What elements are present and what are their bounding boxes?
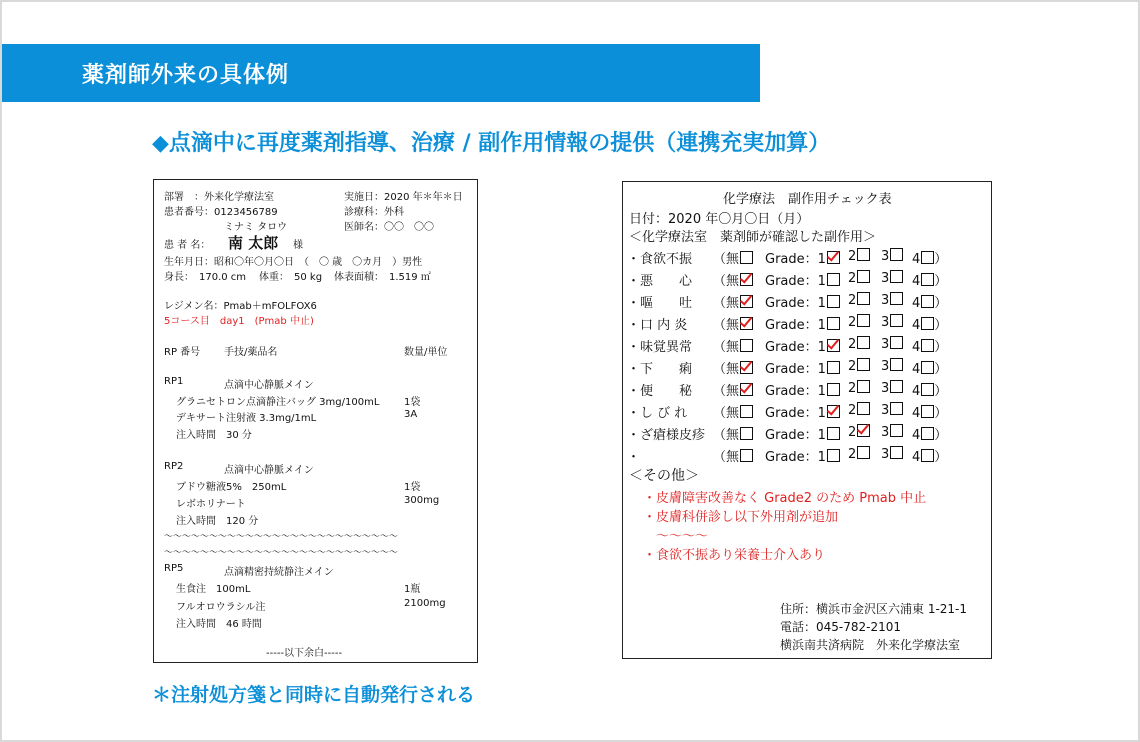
- grade-label: 2: [848, 337, 857, 352]
- grade2-option: [848, 424, 870, 440]
- checkbox: [890, 336, 903, 349]
- grade1-option: [765, 402, 840, 421]
- checked-box: [857, 424, 870, 437]
- checked-box: [740, 383, 753, 396]
- side-effect-name: ・嘔 吐: [627, 296, 693, 311]
- grade-label: 3: [881, 425, 890, 440]
- regimen: レジメン名：Pmab＋mFOLFOX6: [164, 301, 317, 312]
- none-label: （無: [713, 450, 740, 465]
- grade-label: 2: [848, 271, 857, 286]
- grade-label: 3: [881, 337, 890, 352]
- grade-label: 2: [848, 447, 857, 462]
- checkbox: [740, 427, 753, 440]
- grade3-option: [881, 292, 903, 308]
- grade2-option: [848, 358, 870, 374]
- checkbox: [921, 317, 934, 330]
- checkbox: [857, 292, 870, 305]
- grade3-option: [881, 446, 903, 462]
- checkbox: [921, 251, 934, 264]
- checkbox: [827, 361, 840, 374]
- patient-name-label: 患 者 名：: [164, 240, 211, 251]
- rp5-number: RP5: [164, 563, 184, 574]
- side-effect-name: ・味覚異常: [627, 340, 693, 355]
- grade-label: 2: [848, 249, 857, 264]
- grade-label: 3: [881, 403, 890, 418]
- side-effect-name: ・悪 心: [627, 274, 693, 289]
- grade-label: Grade：1: [765, 406, 826, 421]
- end-marker: -----以下余白-----: [266, 648, 343, 659]
- grade4-option: [912, 270, 947, 289]
- grade-label: 2: [848, 293, 857, 308]
- none-label: （無: [713, 340, 740, 355]
- patient-name: 南 太郎: [228, 234, 279, 252]
- grade2-option: [848, 292, 870, 308]
- rp5-qty1: 1瓶: [404, 584, 421, 595]
- none-label: （無: [713, 274, 740, 289]
- grade-label: 3: [881, 249, 890, 264]
- checkbox: [921, 339, 934, 352]
- checkbox: [890, 424, 903, 437]
- checkbox: [890, 402, 903, 415]
- slide-title: 薬剤師外来の具体例: [82, 63, 290, 88]
- rp2-drug2: レボホリナート: [176, 499, 246, 510]
- grade2-option: [848, 248, 870, 264]
- none-label: （無: [713, 428, 740, 443]
- rp2-number: RP2: [164, 461, 184, 472]
- none-option: [713, 380, 753, 399]
- side-effect-name: ・ざ瘡様皮疹: [627, 428, 706, 443]
- grade-label: 4: [912, 318, 921, 333]
- side-effect-name: ・: [627, 450, 641, 465]
- grade-label: 2: [848, 403, 857, 418]
- note-line: ・皮膚科併診し以下外用剤が追加: [643, 510, 839, 525]
- patient-kana: ミナミ タロウ: [224, 222, 288, 233]
- grade-label: Grade：1: [765, 428, 826, 443]
- bsa: 体表面積： 1.519 ㎡: [334, 272, 431, 283]
- grade-label: Grade：1: [765, 274, 826, 289]
- none-label: （無: [713, 318, 740, 333]
- checkbox: [890, 270, 903, 283]
- grade4-option: [912, 314, 947, 333]
- rp5-method: 点滴精密持続静注メイン: [224, 567, 334, 578]
- rp2-qty1: 1袋: [404, 482, 421, 493]
- rp2-qty2: 300mg: [404, 495, 440, 506]
- none-label: （無: [713, 362, 740, 377]
- checked-box: [740, 295, 753, 308]
- note-line: ・食欲不振あり栄養士介入あり: [643, 548, 826, 563]
- checkbox: [740, 339, 753, 352]
- checkbox: [890, 446, 903, 459]
- grade1-option: [765, 314, 840, 333]
- col-rp: RP 番号: [164, 347, 201, 358]
- none-option: [713, 446, 753, 465]
- checkbox: [890, 248, 903, 261]
- close-paren: ）: [934, 252, 948, 267]
- grade-label: 2: [848, 425, 857, 440]
- none-option: [713, 314, 753, 333]
- grade-label: 2: [848, 381, 857, 396]
- grade4-option: [912, 380, 947, 399]
- grade2-option: [848, 336, 870, 352]
- checkbox: [890, 314, 903, 327]
- grade3-option: [881, 336, 903, 352]
- rp5-qty2: 2100mg: [404, 598, 446, 609]
- rp2-time: 注入時間 120 分: [176, 516, 259, 527]
- checkbox: [740, 449, 753, 462]
- grade2-option: [848, 270, 870, 286]
- grade-label: Grade：1: [765, 296, 826, 311]
- checked-box: [827, 339, 840, 352]
- grade-label: Grade：1: [765, 362, 826, 377]
- grade4-option: [912, 358, 947, 377]
- rp1-qty1: 1袋: [404, 397, 421, 408]
- grade3-option: [881, 380, 903, 396]
- checkbox: [921, 361, 934, 374]
- grade3-option: [881, 424, 903, 440]
- checkbox: [827, 427, 840, 440]
- checked-box: [827, 251, 840, 264]
- doctor: 医師名：〇〇 〇〇: [344, 222, 434, 233]
- checkbox: [827, 449, 840, 462]
- dept: 部署 ：外来化学療法室: [164, 192, 274, 203]
- checkbox: [857, 402, 870, 415]
- rp1-drug2: デキサート注射液 3.3mg/1mL: [176, 413, 317, 424]
- none-option: [713, 336, 753, 355]
- exec-date: 実施日：2020 年＊年＊日: [344, 192, 463, 203]
- title-bar: [2, 44, 760, 102]
- rp5-drug2: フルオロウラシル注: [176, 602, 266, 613]
- grade1-option: [765, 446, 840, 465]
- grade-label: Grade：1: [765, 384, 826, 399]
- side-effect-name: ・し び れ: [627, 406, 688, 421]
- none-label: （無: [713, 252, 740, 267]
- rp1-time: 注入時間 30 分: [176, 430, 252, 441]
- weight: 体重： 50 kg: [259, 272, 323, 283]
- checkbox: [921, 449, 934, 462]
- side-effect-check-sheet: [622, 181, 992, 659]
- grade-label: 3: [881, 293, 890, 308]
- rp1-drug1: グラニセトロン点滴静注バッグ 3mg/100mL: [176, 397, 380, 408]
- check-title: 化学療法 副作用チェック表: [723, 192, 892, 207]
- close-paren: ）: [934, 450, 948, 465]
- none-label: （無: [713, 296, 740, 311]
- rp5-time: 注入時間 46 時間: [176, 619, 262, 630]
- grade-label: 4: [912, 362, 921, 377]
- checked-box: [740, 317, 753, 330]
- note-line: ・皮膚障害改善なく Grade2 のため Pmab 中止: [643, 491, 927, 506]
- grade-label: 3: [881, 359, 890, 374]
- none-option: [713, 424, 753, 443]
- side-effect-name: ・便 秘: [627, 384, 693, 399]
- grade-label: 3: [881, 271, 890, 286]
- grade4-option: [912, 336, 947, 355]
- checked-box: [827, 405, 840, 418]
- grade-label: 3: [881, 447, 890, 462]
- grade-label: 4: [912, 296, 921, 311]
- grade4-option: [912, 402, 947, 421]
- close-paren: ）: [934, 406, 948, 421]
- grade2-option: [848, 314, 870, 330]
- checkbox: [857, 314, 870, 327]
- hospital: 横浜南共済病院 外来化学療法室: [780, 638, 961, 652]
- grade4-option: [912, 292, 947, 311]
- grade-label: Grade：1: [765, 450, 826, 465]
- checkbox: [921, 383, 934, 396]
- checkbox: [857, 446, 870, 459]
- grade-label: 2: [848, 315, 857, 330]
- grade3-option: [881, 314, 903, 330]
- grade1-option: [765, 248, 840, 267]
- side-effect-name: ・食欲不振: [627, 252, 693, 267]
- col-drug: 手技/薬品名: [224, 347, 278, 358]
- slide-subtitle: ◆点滴中に再度薬剤指導、治療 / 副作用情報の提供（連携充実加算）: [152, 131, 831, 156]
- rp1-method: 点滴中心静脈メイン: [224, 380, 314, 391]
- none-option: [713, 402, 753, 421]
- none-option: [713, 270, 753, 289]
- grade1-option: [765, 380, 840, 399]
- checkbox: [827, 295, 840, 308]
- grade-label: 4: [912, 406, 921, 421]
- grade1-option: [765, 292, 840, 311]
- none-option: [713, 248, 753, 267]
- other-header: ＜その他＞: [629, 468, 699, 484]
- birth-date: 生年月日：昭和〇年〇月〇日 （ 〇 歳 〇カ月 ）男性: [164, 257, 423, 268]
- checkbox: [857, 270, 870, 283]
- grade-label: 2: [848, 359, 857, 374]
- rp2-drug1: ブドウ糖液5% 250mL: [176, 482, 287, 493]
- checkbox: [890, 292, 903, 305]
- close-paren: ）: [934, 296, 948, 311]
- grade-label: 3: [881, 315, 890, 330]
- rp5-drug1: 生食注 100mL: [176, 584, 251, 595]
- checkbox: [921, 427, 934, 440]
- phone: 電話：045-782-2101: [780, 620, 902, 634]
- checkbox: [921, 405, 934, 418]
- grade1-option: [765, 336, 840, 355]
- grade3-option: [881, 270, 903, 286]
- grade-label: 4: [912, 340, 921, 355]
- checkbox: [827, 273, 840, 286]
- close-paren: ）: [934, 362, 948, 377]
- clinic: 診療科：外科: [344, 207, 404, 218]
- close-paren: ）: [934, 384, 948, 399]
- checkbox: [890, 358, 903, 371]
- note-line: ～～～～: [643, 529, 709, 544]
- slide-footnote: ＊注射処方箋と同時に自動発行される: [152, 684, 476, 706]
- rp1-qty2: 3A: [404, 409, 418, 420]
- wave-separator: ～～～～～～～～～～～～～～～～～～～～～～～～～～: [164, 548, 399, 558]
- grade3-option: [881, 358, 903, 374]
- none-label: （無: [713, 384, 740, 399]
- grade4-option: [912, 248, 947, 267]
- grade-label: Grade：1: [765, 318, 826, 333]
- checkbox: [921, 273, 934, 286]
- course: 5コース目 day1 (Pmab 中止): [164, 316, 314, 327]
- checkbox: [857, 248, 870, 261]
- checkbox: [740, 251, 753, 264]
- checkbox: [921, 295, 934, 308]
- checkbox: [857, 380, 870, 393]
- wave-separator: ～～～～～～～～～～～～～～～～～～～～～～～～～～: [164, 532, 399, 542]
- check-date: 日付：2020 年〇月〇日（月）: [629, 212, 810, 227]
- honorific: 様: [293, 240, 303, 251]
- grade2-option: [848, 446, 870, 462]
- col-qty: 数量/単位: [404, 347, 448, 358]
- checkbox: [857, 358, 870, 371]
- checkbox: [740, 405, 753, 418]
- slide: [2, 2, 1138, 740]
- grade-label: Grade：1: [765, 252, 826, 267]
- grade3-option: [881, 402, 903, 418]
- checkbox: [827, 383, 840, 396]
- checkbox: [827, 317, 840, 330]
- rp1-number: RP1: [164, 376, 184, 387]
- grade-label: Grade：1: [765, 340, 826, 355]
- grade2-option: [848, 380, 870, 396]
- checked-box: [740, 361, 753, 374]
- grade1-option: [765, 358, 840, 377]
- grade2-option: [848, 402, 870, 418]
- checkbox: [890, 380, 903, 393]
- grade-label: 4: [912, 450, 921, 465]
- none-option: [713, 358, 753, 377]
- prescription-document: [153, 179, 478, 663]
- checkbox: [857, 336, 870, 349]
- close-paren: ）: [934, 274, 948, 289]
- close-paren: ）: [934, 340, 948, 355]
- close-paren: ）: [934, 318, 948, 333]
- grade-label: 3: [881, 381, 890, 396]
- grade-label: 4: [912, 252, 921, 267]
- grade-label: 4: [912, 428, 921, 443]
- grade4-option: [912, 446, 947, 465]
- checked-box: [740, 273, 753, 286]
- none-option: [713, 292, 753, 311]
- patient-number: 患者番号：0123456789: [164, 207, 278, 218]
- grade1-option: [765, 424, 840, 443]
- none-label: （無: [713, 406, 740, 421]
- height: 身長： 170.0 cm: [164, 272, 247, 283]
- grade-label: 4: [912, 274, 921, 289]
- side-effect-name: ・口 内 炎: [627, 318, 688, 333]
- side-effect-name: ・下 痢: [627, 362, 693, 377]
- grade3-option: [881, 248, 903, 264]
- grade-label: 4: [912, 384, 921, 399]
- rp2-method: 点滴中心静脈メイン: [224, 465, 314, 476]
- grade4-option: [912, 424, 947, 443]
- check-header: ＜化学療法室 薬剤師が確認した副作用＞: [629, 230, 877, 245]
- grade1-option: [765, 270, 840, 289]
- close-paren: ）: [934, 428, 948, 443]
- address: 住所：横浜市金沢区六浦東 1-21-1: [780, 602, 968, 616]
